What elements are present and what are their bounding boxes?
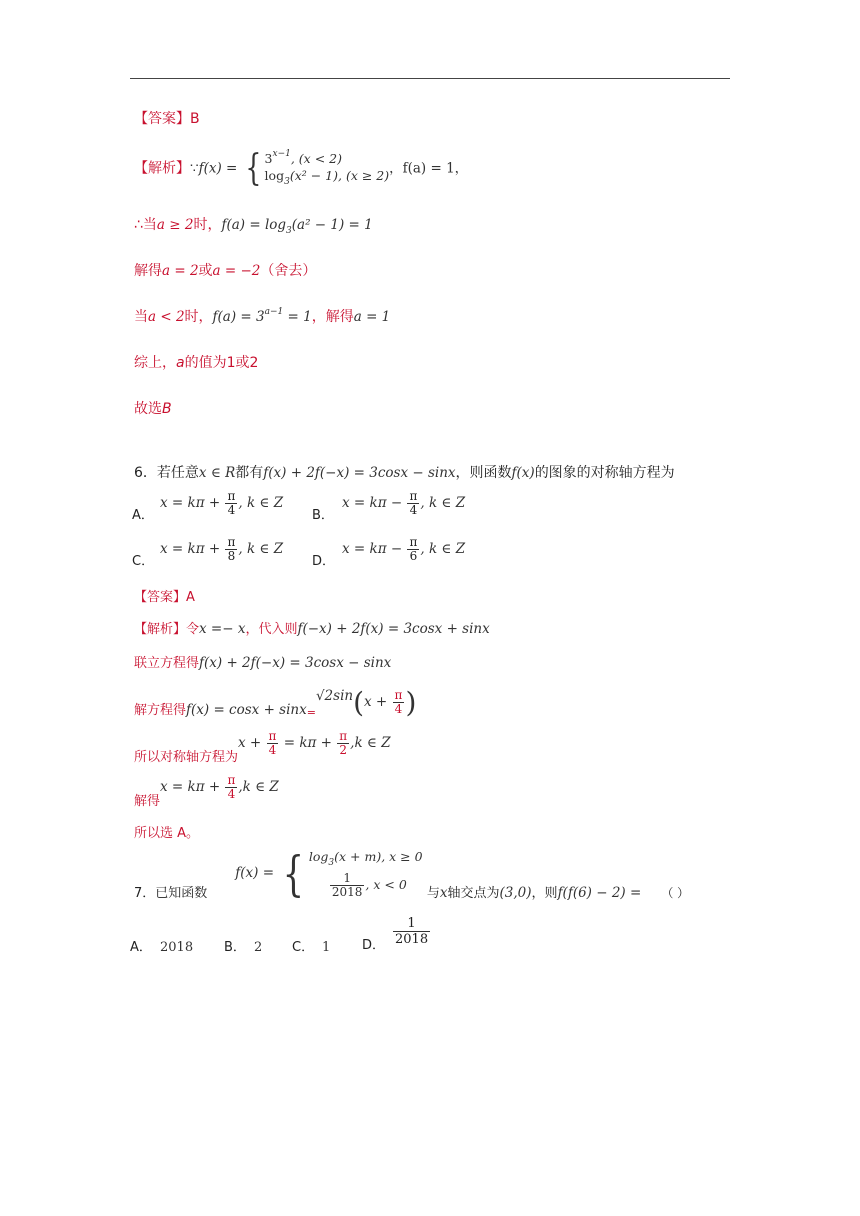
a2-l4-num2: π <box>339 729 348 743</box>
analysis2-line-1 <box>134 618 490 637</box>
option-letter: A． <box>130 940 152 955</box>
answer-value: A <box>186 590 195 605</box>
analysis2-line-4 <box>134 730 391 765</box>
answer-line-1 <box>134 108 200 128</box>
q7-text3: 轴交点为 <box>447 886 500 901</box>
right-paren: ) <box>405 686 417 719</box>
s4-mid: 时， <box>184 309 213 325</box>
analysis-tail: ，f(a) = 1， <box>389 160 469 177</box>
q7-option-c[interactable] <box>292 936 330 955</box>
q7-fx: f(x) = <box>235 865 279 881</box>
s4-expr-tail: = 1 <box>283 309 312 325</box>
q6-m2: f(x) + 2f(−x) = 3cosx − sinx <box>263 465 456 481</box>
a2-l4-m1: x + <box>238 735 266 751</box>
option-den: 4 <box>409 503 418 517</box>
analysis-line-2 <box>134 214 373 236</box>
q7-case2-num: 1 <box>330 872 365 886</box>
a2-l3-den: 4 <box>394 702 403 716</box>
option-den: 4 <box>227 503 236 517</box>
question-7 <box>134 845 690 902</box>
a2-l2-m: f(x) + 2f(−x) = 3cosx − sinx <box>199 655 392 671</box>
q6-option-a[interactable] <box>132 490 283 523</box>
a2-l3-in: x + <box>364 694 392 710</box>
analysis2-line-2 <box>134 652 391 671</box>
q6-m1: x ∈ R <box>198 465 236 481</box>
q7-m1: x <box>439 885 448 901</box>
s5-tail: 的值为1或2 <box>184 355 259 371</box>
s4-expr: f(a) = 3 <box>212 309 265 325</box>
analysis-line-5 <box>134 352 258 372</box>
case2-base: 3 <box>284 177 290 187</box>
option-letter: D． <box>312 554 336 569</box>
s3-pre: 解得 <box>134 263 162 279</box>
option-value: 2 <box>254 940 263 955</box>
q6-m3: f(x) <box>511 465 535 481</box>
s2-expr: f(a) = log <box>221 217 287 233</box>
case1-exp: x−1 <box>272 149 291 159</box>
q7-case1-base: 3 <box>328 858 335 868</box>
s4-exp: a−1 <box>264 307 284 317</box>
option-den: 6 <box>409 549 418 563</box>
a2-l4-m2: = kπ + <box>279 735 337 751</box>
q7-option-d[interactable] <box>362 916 431 953</box>
option-den: 8 <box>227 549 236 563</box>
piecewise-cases <box>265 146 390 191</box>
s4-pre: 当 <box>134 309 148 325</box>
s2-pre: ∴当 <box>134 217 157 233</box>
a2-l5-m: x = kπ + <box>160 779 225 795</box>
case1-base: 3 <box>264 151 273 166</box>
option-letter: B． <box>312 508 334 523</box>
answer-value: B <box>190 111 200 127</box>
option-tail: , k ∈ Z <box>420 495 466 511</box>
a2-l1-text: 令 <box>186 622 200 637</box>
option-num: π <box>227 489 236 503</box>
a2-l5-den: 4 <box>227 787 236 801</box>
s3-tail: （舍去） <box>260 263 317 279</box>
q6-number: 6． <box>134 465 157 481</box>
q6-option-c[interactable] <box>132 536 283 569</box>
option-num: π <box>409 489 418 503</box>
option-value: 2018 <box>160 940 194 955</box>
question-6 <box>134 462 675 482</box>
because-symbol: ∵ <box>190 160 199 177</box>
q7-answer-paren: （ ） <box>661 886 690 900</box>
option-letter: A． <box>132 508 154 523</box>
option-num: π <box>227 535 236 549</box>
q7-case2-den: 2018 <box>331 885 363 899</box>
analysis2-line-5 <box>134 774 279 809</box>
s2-rest: (a² − 1) = 1 <box>291 217 373 233</box>
s4-expr2: a = 1 <box>353 309 391 325</box>
a2-l3-text: 解方程得 <box>134 703 187 718</box>
s2-mid: 时， <box>193 217 222 233</box>
q7-piecewise <box>309 848 427 899</box>
a2-l5-tail: ,k ∈ Z <box>238 779 279 795</box>
q7-number: 7． <box>134 886 156 901</box>
option-letter: B． <box>224 940 246 955</box>
option-num: 1 <box>393 916 430 932</box>
q7-text2: 与 <box>426 886 440 901</box>
s5-var: a <box>176 355 185 371</box>
q7-option-a[interactable] <box>130 936 193 955</box>
a2-l3-num: π <box>394 688 403 702</box>
option-lhs: x = kπ + <box>160 541 225 557</box>
s2-cond: a ≥ 2 <box>156 217 194 233</box>
q6-text2: 都有 <box>235 465 264 481</box>
q7-m2: (3,0) <box>499 885 532 901</box>
analysis-label: 【解析】 <box>134 160 190 177</box>
q7-case2-rest: , x < 0 <box>365 877 407 892</box>
option-letter: C． <box>292 940 315 955</box>
answer-label: 【答案】 <box>134 111 190 127</box>
q6-option-b[interactable] <box>312 490 465 523</box>
a2-l4-den1: 4 <box>268 743 277 757</box>
option-den: 2018 <box>395 932 429 947</box>
option-value: 1 <box>322 940 331 955</box>
answer-label: 【答案】 <box>134 590 187 605</box>
a2-l4-text: 所以对称轴方程为 <box>134 750 239 765</box>
option-letter: D． <box>362 938 386 953</box>
s4-cond: a < 2 <box>148 309 185 325</box>
answer-line-2 <box>134 586 195 605</box>
a2-l1-m1: x =− x <box>199 621 246 637</box>
option-lhs: x = kπ − <box>342 495 407 511</box>
a2-l4-tail: ,k ∈ Z <box>350 735 391 751</box>
a2-l4-num1: π <box>268 729 277 743</box>
a2-l3-m: f(x) = cosx + sinx <box>186 702 307 718</box>
s4-mid2: ，解得 <box>311 309 354 325</box>
left-brace: { <box>282 845 305 902</box>
option-lhs: x = kπ + <box>160 495 225 511</box>
analysis-line-4 <box>134 306 390 326</box>
q6-option-d[interactable] <box>312 536 465 569</box>
option-tail: , k ∈ Z <box>420 541 466 557</box>
q7-m3: f(f(6) − 2) = <box>557 885 642 901</box>
a2-l4-den2: 2 <box>339 743 348 757</box>
q7-case1-log: log <box>308 849 329 864</box>
q7-option-b[interactable] <box>224 936 262 955</box>
option-lhs: x = kπ − <box>342 541 407 557</box>
q7-case1-rest: (x + m), x ≥ 0 <box>334 849 423 864</box>
header-rule <box>130 78 730 79</box>
q6-text1: 若任意 <box>156 465 199 481</box>
a2-l5-num: π <box>227 773 236 787</box>
s6-pre: 故选 <box>134 401 162 417</box>
analysis2-line-3 <box>134 686 416 719</box>
s3-expr1: a = 2 <box>162 263 199 279</box>
fx-label: f(x) = <box>198 160 242 177</box>
option-tail: , k ∈ Z <box>238 495 284 511</box>
a2-l5-text: 解得 <box>134 794 161 809</box>
a2-l2-text: 联立方程得 <box>134 656 200 671</box>
q6-text3: ，则函数 <box>455 465 512 481</box>
analysis-line-6 <box>134 398 172 418</box>
s6-var: B <box>162 401 172 417</box>
case2-log: log <box>264 168 285 183</box>
analysis-line-3 <box>134 260 316 280</box>
q6-text4: 的图象的对称轴方程为 <box>534 465 675 481</box>
left-paren: ( <box>353 686 365 719</box>
a2-l3-m2: √2sin <box>315 688 354 704</box>
case1-cond: , (x < 2) <box>290 151 342 166</box>
case2-arg: (x² − 1), (x ≥ 2) <box>289 168 390 183</box>
option-num: π <box>409 535 418 549</box>
left-brace: { <box>245 147 262 189</box>
a2-l6-text: 所以选 A。 <box>134 826 200 841</box>
option-letter: C． <box>132 554 155 569</box>
a2-l1-text2: ，代入则 <box>245 622 298 637</box>
analysis2-line-6 <box>134 822 199 841</box>
a2-l1-m2: f(−x) + 2f(x) = 3cosx + sinx <box>297 621 490 637</box>
s5-pre: 综上， <box>134 355 176 371</box>
analysis-line-1 <box>134 146 468 191</box>
option-tail: , k ∈ Z <box>238 541 284 557</box>
q7-text4: ，则 <box>531 886 558 901</box>
analysis-label: 【解析】 <box>134 622 187 637</box>
a2-l3-eq: = <box>306 706 316 719</box>
s3-mid: 或 <box>198 263 213 279</box>
s3-expr2: a = −2 <box>212 263 261 279</box>
q7-text1: 已知函数 <box>155 886 208 901</box>
s2-base: 3 <box>286 226 292 236</box>
